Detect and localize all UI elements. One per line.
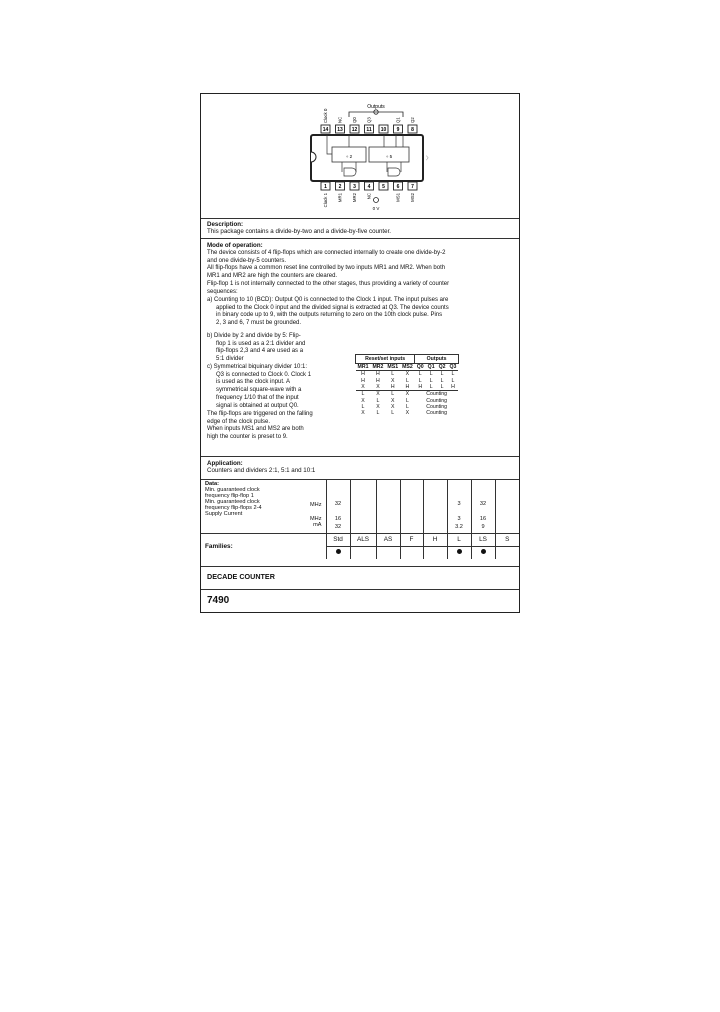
description-text: This package contains a divide-by-two and a divide-by-five counter. bbox=[207, 228, 392, 235]
mode-line: MR1 and MR2 are high the counters are cleared. bbox=[207, 273, 338, 280]
family-availability bbox=[471, 546, 495, 559]
mode-heading: Mode of operation: bbox=[207, 242, 263, 249]
data-col-ls: 32 16 9 bbox=[471, 480, 495, 533]
col-header: MR1 bbox=[357, 364, 369, 371]
ic-pin-number: 8 bbox=[411, 127, 414, 133]
truth-table-cell: L bbox=[429, 377, 433, 384]
truth-table-cell: L bbox=[440, 377, 444, 384]
mode-item-a: a) Counting to 10 (BCD): Output Q0 is connected to the Clock 1 input. The input pulses are applied to the Clock 0 input and the divided signal is extracted at Q3. The device counts in binary code up to 9, with the outputs returning to zero on the 10th clock pulse. Pins 2, 3 and 6, 7 must be grounded. bbox=[207, 297, 449, 327]
truth-table-row bbox=[356, 410, 459, 416]
family-als: ALS bbox=[350, 533, 376, 546]
family-f: F bbox=[400, 533, 423, 546]
data-section bbox=[201, 479, 519, 567]
ground-label: 0 V bbox=[372, 206, 380, 211]
truth-table-cell: H bbox=[376, 377, 380, 384]
data-col-as bbox=[376, 480, 400, 533]
col-header: Q1 bbox=[427, 364, 435, 371]
family-availability bbox=[447, 546, 471, 559]
truth-table-row bbox=[356, 371, 459, 378]
ic-pin-number: 5 bbox=[382, 184, 385, 190]
col-header: Q3 bbox=[449, 364, 457, 371]
col-header: MS2 bbox=[402, 364, 413, 371]
truth-table-cell: L bbox=[405, 377, 409, 384]
ic-pin-number: 1 bbox=[324, 184, 327, 190]
mode-item-b: b) Divide by 2 and divide by 5: Flip- flop 1 is used as a 2:1 divider and flip-flops 2,3 and 4 are used as a 5:1 divider bbox=[207, 333, 306, 363]
ic-pin-number: 6 bbox=[396, 184, 400, 190]
truth-table-cell: X bbox=[370, 391, 385, 398]
truth-table-cell: L bbox=[418, 377, 422, 384]
pinout-diagram bbox=[201, 94, 519, 218]
family-availability bbox=[423, 546, 447, 559]
ic-pin-number: 12 bbox=[351, 127, 358, 133]
ic-pin-signal: MS1 bbox=[395, 193, 401, 202]
ic-pin-signal: MR1 bbox=[337, 193, 343, 203]
truth-table-cell: X bbox=[391, 397, 395, 404]
truth-table-cell: H bbox=[418, 384, 423, 391]
truth-table-cell: L bbox=[356, 391, 371, 398]
col-header: Q0 bbox=[416, 364, 424, 371]
data-col-l: 3 3 3.2 bbox=[447, 480, 471, 533]
truth-table-cell: Counting bbox=[426, 403, 447, 410]
data-col-s bbox=[495, 480, 519, 533]
ic-pin-signal: NC bbox=[366, 193, 372, 200]
ic-pin-number: 14 bbox=[322, 127, 329, 133]
ic-pin-signal: Clock 0 bbox=[323, 108, 328, 123]
available-dot-icon bbox=[481, 549, 486, 554]
part-number: 7490 bbox=[207, 595, 230, 606]
ic-pin-signal: Q3 bbox=[366, 117, 372, 123]
truth-table-cell: L bbox=[429, 371, 433, 378]
truth-table-cell: L bbox=[440, 384, 444, 391]
available-dot-icon bbox=[457, 549, 462, 554]
ic-pin-signal: NC bbox=[337, 116, 343, 123]
mode-line: sequences: bbox=[207, 288, 238, 295]
data-col-h bbox=[423, 480, 447, 533]
truth-table-cell: L bbox=[440, 371, 444, 378]
ic-pin-number: 7 bbox=[411, 184, 414, 190]
ic-pin-signal: MS2 bbox=[410, 193, 415, 202]
data-col-als bbox=[350, 480, 376, 533]
mode-line: Flip-flop 1 is not internally connected to the other stages, thus providing a variety of counter bbox=[207, 280, 450, 287]
ic-pin-number: 10 bbox=[380, 127, 387, 133]
ic-pin-number: 2 bbox=[338, 184, 342, 190]
mode-item-c: c) Symmetrical biquinary divider 10:1: Q3 is connected to Clock 0. Clock 1 is used as the clock input. A symmetrical square-wave with a frequency 1/10 that of the input signal is obtained at output Q0. bbox=[207, 364, 312, 409]
truth-table-cell: X bbox=[391, 377, 395, 384]
families-label: Families: bbox=[201, 533, 298, 559]
truth-table-cell: L bbox=[451, 377, 455, 384]
truth-table-cell: H bbox=[361, 371, 365, 378]
device-title: DECADE COUNTER bbox=[207, 572, 275, 581]
description-heading: Description: bbox=[207, 221, 244, 228]
truth-table-cell: X bbox=[405, 410, 410, 417]
ic-pin-number: 9 bbox=[396, 127, 400, 133]
truth-table-cell: H bbox=[405, 384, 410, 391]
ic-pin-signal: Q2 bbox=[410, 117, 415, 123]
truth-table-outputs-header: Outputs bbox=[415, 355, 459, 364]
truth-table-cell: H bbox=[451, 384, 455, 391]
mode-intro bbox=[207, 250, 449, 296]
truth-table-cell: L bbox=[418, 371, 422, 378]
truth-table-cell: L bbox=[391, 410, 395, 417]
ff-div2-label: ÷ 2 bbox=[345, 154, 353, 159]
truth-table-cell: H bbox=[361, 377, 365, 384]
datasheet-card bbox=[200, 93, 520, 613]
mode-line: All flip-flops have a common reset line controlled by two inputs MR1 and MR2. When both bbox=[207, 265, 446, 272]
truth-table-cell: X bbox=[376, 403, 380, 410]
truth-table-cell: X bbox=[361, 384, 365, 391]
ic-pin-number: 11 bbox=[366, 127, 372, 133]
truth-table-cell: Counting bbox=[426, 410, 447, 417]
mode-line: and one divide-by-5 counters. bbox=[207, 257, 287, 264]
available-dot-icon bbox=[336, 549, 341, 554]
ic-pin-number: 13 bbox=[337, 127, 343, 133]
family-s: S bbox=[495, 533, 519, 546]
ic-pin-number: 3 bbox=[353, 184, 356, 190]
family-availability bbox=[350, 546, 376, 559]
truth-table-cell: X bbox=[361, 410, 365, 417]
truth-table-inputs-header: Reset/set inputs bbox=[356, 355, 415, 364]
truth-table-cell: X bbox=[361, 397, 365, 404]
application-text: Counters and dividers 2:1, 5:1 and 10:1 bbox=[207, 467, 316, 474]
mode-section bbox=[201, 238, 519, 457]
truth-table-cell: X bbox=[400, 391, 415, 398]
family-availability bbox=[495, 546, 519, 559]
truth-table-cell: L bbox=[385, 391, 400, 398]
truth-table-cell: L bbox=[429, 384, 433, 391]
ic-pin-signal: Q1 bbox=[395, 117, 401, 123]
family-h: H bbox=[423, 533, 447, 546]
truth-table-cell: L bbox=[391, 371, 395, 378]
family-l: L bbox=[447, 533, 471, 546]
data-units: MHz MHz mA bbox=[310, 502, 322, 528]
outputs-label: Outputs bbox=[367, 104, 385, 110]
truth-table-cell: X bbox=[376, 384, 380, 391]
family-availability bbox=[326, 546, 350, 559]
family-availability bbox=[400, 546, 423, 559]
truth-table-row bbox=[356, 391, 459, 398]
truth-table-cell: L bbox=[376, 410, 380, 417]
family-ls: LS bbox=[471, 533, 495, 546]
data-col-f bbox=[400, 480, 423, 533]
col-header: MR2 bbox=[372, 364, 384, 371]
ic-pin-signal: Clock 1 bbox=[323, 193, 328, 208]
truth-table-cell: L bbox=[361, 403, 365, 410]
data-heading: Data: bbox=[205, 481, 219, 487]
truth-table-cell: L bbox=[451, 371, 455, 378]
ic-pin-signal: MR2 bbox=[352, 193, 357, 203]
title-section bbox=[201, 566, 519, 590]
truth-table-cell: Counting bbox=[426, 397, 447, 404]
truth-table-cell: X bbox=[391, 403, 395, 410]
truth-table-cell: L bbox=[405, 397, 409, 404]
truth-table-row bbox=[356, 384, 459, 391]
family-std: Std bbox=[326, 533, 350, 546]
part-section bbox=[201, 589, 519, 613]
application-heading: Application: bbox=[207, 460, 243, 467]
data-labels: Data: Min. guaranteed clock frequency flip-flop 1 Min. guaranteed clock frequency flip-flops 2-4 Supply Current bbox=[201, 480, 298, 533]
mode-line: The device consists of 4 flip-flops which are connected internally to create one divide-by-2 bbox=[207, 250, 446, 256]
truth-table-cell: L bbox=[376, 397, 380, 404]
data-col-std: 32 16 32 bbox=[326, 480, 350, 533]
data-table bbox=[201, 480, 519, 559]
col-header: MS1 bbox=[387, 364, 399, 371]
family-availability bbox=[376, 546, 400, 559]
ff-div5-label: ÷ 5 bbox=[385, 154, 393, 159]
truth-table-cell: X bbox=[405, 371, 410, 378]
truth-table-cell: H bbox=[376, 371, 380, 378]
description-section bbox=[201, 218, 519, 239]
truth-table-cell: H bbox=[390, 384, 395, 391]
ic-pin-signal: Q0 bbox=[352, 117, 357, 123]
application-section bbox=[201, 456, 519, 477]
col-header: Q2 bbox=[438, 364, 446, 371]
truth-table-cell: L bbox=[405, 403, 409, 410]
truth-table-cell: Counting bbox=[415, 391, 459, 398]
mode-tail: The flip-flops are triggered on the falling edge of the clock pulse. When inputs MS1 and MS2 are both high the counter is preset to 9. bbox=[207, 411, 313, 441]
family-as: AS bbox=[376, 533, 400, 546]
ic-marking: 〉 bbox=[426, 156, 432, 162]
ic-pin-number: 4 bbox=[367, 184, 371, 190]
truth-table bbox=[355, 354, 459, 416]
